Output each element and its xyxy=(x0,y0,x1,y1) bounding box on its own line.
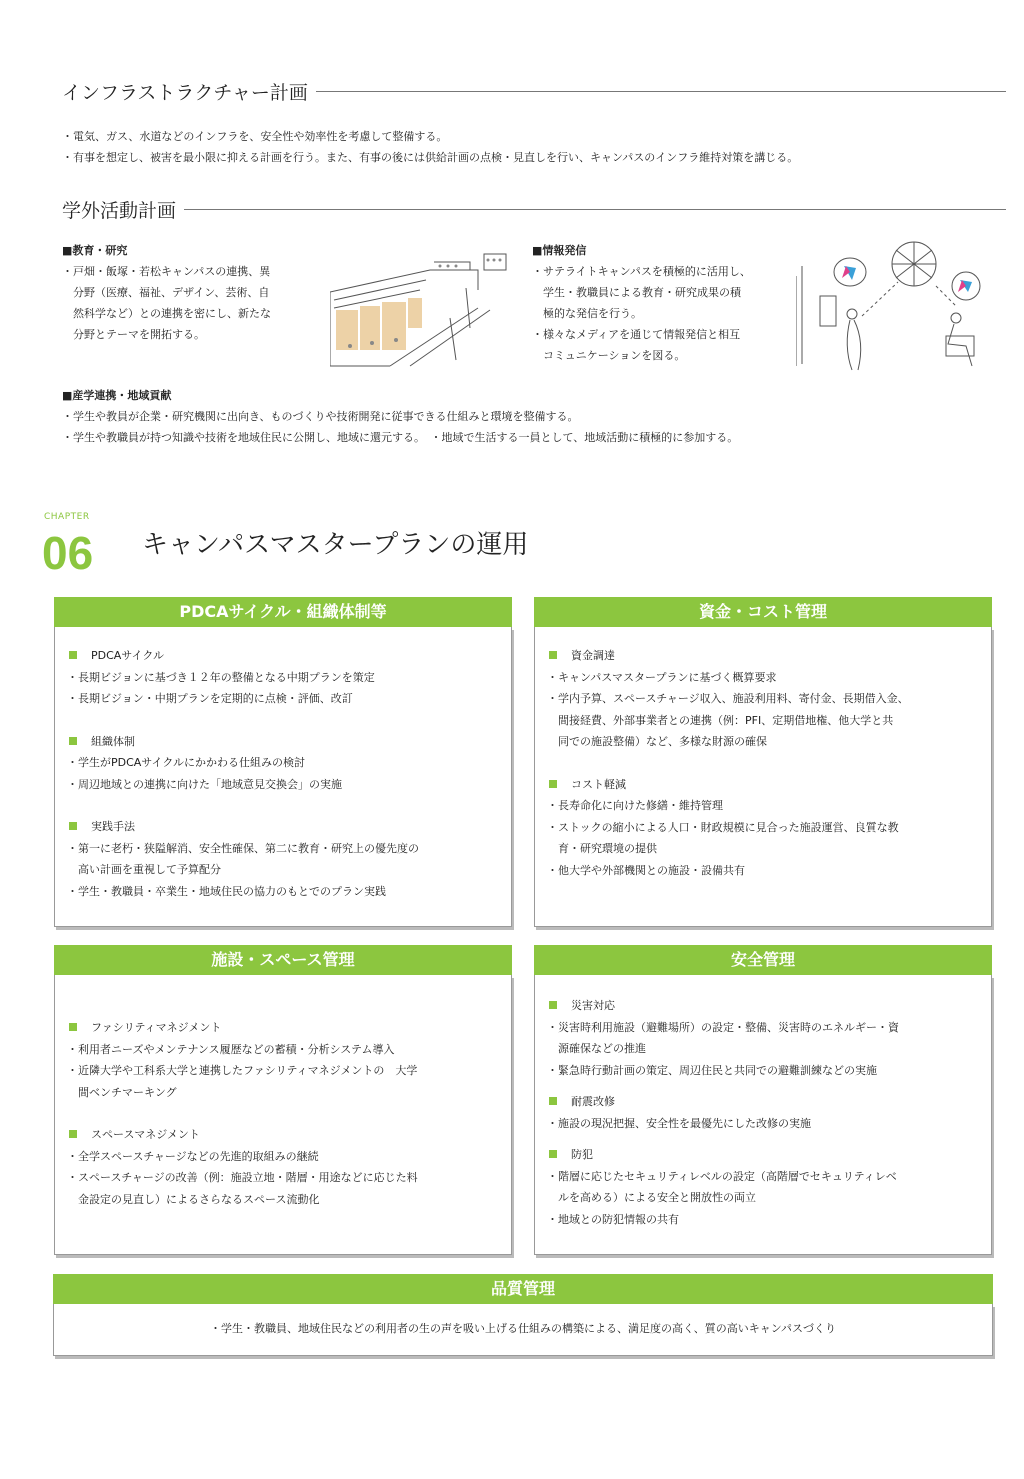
box-line: ・近隣大学や工科系大学と連携したファシリティマネジメントの 大学 xyxy=(67,1064,418,1077)
group-heading: 災害対応 xyxy=(547,995,899,1017)
box-line: ・利用者ニーズやメンテナンス履歴などの蓄積・分析システム導入 xyxy=(67,1042,395,1056)
facility-box-title: 施設・スペース管理 xyxy=(54,945,512,975)
square-bullet-icon xyxy=(69,651,77,659)
external-rule xyxy=(184,209,1006,210)
box-line: ・地域との防犯情報の共有 xyxy=(547,1212,679,1226)
infra-bullets xyxy=(62,126,798,168)
group-heading: コスト軽減 xyxy=(547,774,909,796)
infra-title: インフラストラクチャー計画 xyxy=(62,82,308,104)
group-heading: スペースマネジメント xyxy=(67,1124,418,1146)
communication-sketch-illustration xyxy=(796,236,982,376)
info-line: ・様々なメディアを通じて情報発信と相互 xyxy=(532,328,741,341)
industry-line: ・学生や教員が企業・研究機関に出向き、ものづくりや技術開発に従事できる仕組みと環境を整備する。 xyxy=(62,410,579,423)
facility-box xyxy=(54,945,512,1255)
chapter-title: キャンパスマスタープランの運用 xyxy=(142,530,529,560)
info-block xyxy=(532,240,751,366)
box-line: ・学内予算、スペースチャージ収入、施設利用料、寄付金、長期借入金、 xyxy=(547,692,909,705)
quality-line: ・学生・教職員、地域住民などの利用者の生の声を吸い上げる仕組みの構築による、満足度の高く、質の高いキャンパスづくり xyxy=(209,1322,836,1335)
industry-line: ・学生や教職員が持つ知識や技術を地域住民に公開し、地域に還元する。 ・地域で生活する一員として、地域活動に積極的に参加する。 xyxy=(62,431,739,444)
box-line: 金設定の見直し）によるさらなるスペース流動化 xyxy=(67,1192,320,1206)
education-line: 分野（医療、福祉、デザイン、芸術、自 xyxy=(62,286,270,299)
education-line: 分野とテーマを開拓する。 xyxy=(62,328,205,341)
pdca-box-title: PDCAサイクル・組織体制等 xyxy=(54,597,512,627)
box-line: ・第一に老朽・狭隘解消、安全性確保、第二に教育・研究上の優先度の xyxy=(67,841,419,855)
square-bullet-icon xyxy=(69,822,77,830)
education-block xyxy=(62,240,271,345)
external-heading xyxy=(62,196,1006,223)
group-heading: 耐震改修 xyxy=(547,1091,899,1113)
box-line: 間ベンチマーキング xyxy=(67,1085,177,1099)
group-heading: 実践手法 xyxy=(67,816,419,838)
box-line: 高い計画を重視して予算配分 xyxy=(67,863,221,876)
box-line: 源確保などの推進 xyxy=(547,1042,646,1055)
group-heading: 防犯 xyxy=(547,1144,899,1166)
infra-bullet: ・有事を想定し、被害を最小限に抑える計画を行う。また、有事の後には供給計画の点検・見直しを行い、キャンパスのインフラ維持対策を講じる。 xyxy=(62,151,799,164)
box-line: 間接経費、外部事業者との連携（例：PFI、定期借地権、他大学と共 xyxy=(547,713,894,727)
safety-box-body xyxy=(534,975,992,1255)
quality-box xyxy=(53,1274,993,1356)
box-line: ・施設の現況把握、安全性を最優先にした改修の実施 xyxy=(547,1116,811,1130)
industry-heading: ■産学連携・地域貢献 xyxy=(62,389,172,402)
square-bullet-icon xyxy=(69,1023,77,1031)
quality-box-body xyxy=(53,1304,993,1356)
group-heading: ファシリティマネジメント xyxy=(67,1017,418,1039)
industry-block xyxy=(62,385,738,448)
safety-box-title: 安全管理 xyxy=(534,945,992,975)
square-bullet-icon xyxy=(69,737,77,745)
square-bullet-icon xyxy=(549,651,557,659)
info-line: 極的な発信を行う。 xyxy=(532,307,642,320)
quality-box-title: 品質管理 xyxy=(53,1274,993,1304)
education-line: 然科学など）との連携を密にし、新たな xyxy=(62,307,271,320)
square-bullet-icon xyxy=(549,780,557,788)
box-line: ・階層に応じたセキュリティレベルの設定（高階層でセキュリティレベ xyxy=(547,1169,897,1183)
group-heading: PDCAサイクル xyxy=(67,645,419,667)
pdca-box-body xyxy=(54,627,512,927)
facility-box-body xyxy=(54,975,512,1255)
box-line: ・学生がPDCAサイクルにかかわる仕組みの検討 xyxy=(67,756,305,769)
education-line: ・戸畑・飯塚・若松キャンパスの連携、異 xyxy=(62,265,271,278)
group-heading: 資金調達 xyxy=(547,645,909,667)
chapter-label: CHAPTER xyxy=(44,512,90,522)
finance-box xyxy=(534,597,992,927)
box-line: 育・研究環境の提供 xyxy=(547,842,657,855)
box-line: ・学生・教職員・卒業生・地域住民の協力のもとでのプラン実践 xyxy=(67,884,386,898)
box-line: ・長寿命化に向けた修繕・維持管理 xyxy=(547,799,723,812)
box-line: ・緊急時行動計画の策定、周辺住民と共同での避難訓練などの実施 xyxy=(547,1063,877,1077)
infra-heading xyxy=(62,78,1006,105)
info-line: 学生・教職員による教育・研究成果の積 xyxy=(532,286,741,299)
finance-box-body xyxy=(534,627,992,927)
box-line: ・災害時利用施設（避難場所）の設定・整備、災害時のエネルギー・資 xyxy=(547,1020,899,1034)
pdca-box xyxy=(54,597,512,927)
square-bullet-icon xyxy=(549,1097,557,1105)
box-line: ・長期ビジョンに基づき１２年の整備となる中期プランを策定 xyxy=(67,670,375,684)
box-line: ・スペースチャージの改善（例：施設立地・階層・用途などに応じた料 xyxy=(67,1171,418,1184)
finance-box-title: 資金・コスト管理 xyxy=(534,597,992,627)
chapter-number: 06 xyxy=(42,527,94,579)
box-line: ・他大学や外部機関との施設・設備共有 xyxy=(547,863,745,877)
safety-box xyxy=(534,945,992,1255)
square-bullet-icon xyxy=(549,1150,557,1158)
square-bullet-icon xyxy=(69,1130,77,1138)
box-line: ・キャンパスマスタープランに基づく概算要求 xyxy=(547,670,777,684)
box-line: ・周辺地域との連携に向けた「地域意見交換会」の実施 xyxy=(67,777,342,791)
square-bullet-icon xyxy=(549,1001,557,1009)
box-line: ・長期ビジョン・中期プランを定期的に点検・評価、改訂 xyxy=(67,692,353,705)
info-heading: ■情報発信 xyxy=(532,244,587,257)
group-heading: 組織体制 xyxy=(67,731,419,753)
info-line: ・サテライトキャンパスを積極的に活用し、 xyxy=(532,265,751,278)
external-title: 学外活動計画 xyxy=(62,200,177,222)
box-line: ・全学スペースチャージなどの先進的取組みの継続 xyxy=(67,1149,319,1163)
infra-rule xyxy=(316,91,1006,92)
box-line: ルを高める）による安全と開放性の両立 xyxy=(547,1191,756,1204)
education-heading: ■教育・研究 xyxy=(62,244,128,257)
infra-bullet: ・電気、ガス、水道などのインフラを、安全性や効率性を考慮して整備する。 xyxy=(62,130,448,143)
info-line: コミュニケーションを図る。 xyxy=(532,349,686,362)
street-sketch-illustration xyxy=(330,248,508,368)
box-line: ・ストックの縮小による人口・財政規模に見合った施設運営、良質な教 xyxy=(547,820,899,834)
box-line: 同での施設整備）など、多様な財源の確保 xyxy=(547,735,767,748)
